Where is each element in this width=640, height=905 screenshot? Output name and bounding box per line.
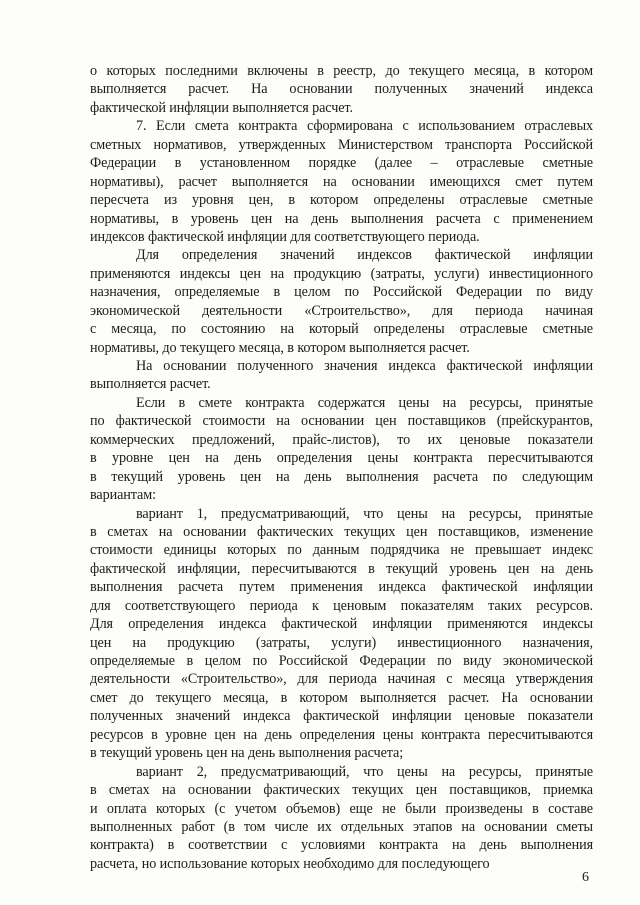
text-line: в текущий уровень цен на день выполнения расчета по следующим bbox=[90, 468, 593, 485]
paragraph bbox=[90, 505, 593, 763]
text-line: На основании полученного значения индекса фактической инфляции bbox=[136, 358, 593, 374]
text-line: нормативы, в уровень цен на день выполнения расчета с применением bbox=[90, 210, 593, 227]
text-line: экономической деятельности «Строительство», для периода начиная bbox=[90, 302, 593, 319]
text-line: нормативы, до текущего месяца, в котором выполняется расчет. bbox=[90, 339, 470, 356]
text-line: коммерческих предложений, прайс-листов), то их ценовые показатели bbox=[90, 431, 593, 448]
text-line: выполняется расчет. bbox=[90, 376, 211, 393]
text-line: ресурсов в уровне цен на день определения цены контракта пересчитываются bbox=[90, 726, 593, 743]
text-line: стоимости единицы которых по данным подрядчика не превышает индекс bbox=[90, 542, 593, 559]
text-line: смет до текущего месяца, в котором выполняется расчет. На основании bbox=[90, 689, 593, 706]
text-line: выполненных работ (в том числе их отдельных этапов на основании сметы bbox=[90, 818, 593, 835]
text-line: определяемые в целом по Российской Федерации по виду экономической bbox=[90, 653, 593, 669]
text-line: с месяца, по состоянию на который определены отраслевые сметные bbox=[90, 321, 593, 338]
text-line: в сметах на основании фактических текущих цен поставщиков, приемка bbox=[90, 782, 593, 799]
text-line: вариант 1, предусматривающий, что цены на ресурсы, принятые bbox=[136, 505, 593, 522]
paragraph bbox=[90, 394, 593, 505]
text-line: Для определения значений индексов фактической инфляции bbox=[136, 247, 593, 264]
text-line: по фактической стоимости на основании цен поставщиков (прейскурантов, bbox=[90, 413, 593, 430]
text-line: пересчета из уровня цен, в котором определены отраслевые сметные bbox=[90, 192, 593, 209]
text-line: полученных значений индекса фактической инфляции ценовые показатели bbox=[90, 708, 593, 725]
text-line: в уровне цен на день определения цены контракта пересчитываются bbox=[90, 450, 593, 467]
text-line: Если в смете контракта содержатся цены на ресурсы, принятые bbox=[136, 394, 593, 411]
text-line: в сметах на основании фактических текущих цен поставщиков, изменение bbox=[90, 523, 593, 540]
document-body bbox=[90, 62, 593, 873]
text-line: фактической инфляции, пересчитываются в текущий уровень цен на день bbox=[90, 560, 593, 577]
text-line: Федерации в установленном порядке (далее – отраслевые сметные bbox=[90, 155, 593, 172]
text-line: нормативы), расчет выполняется на основании имеющихся смет путем bbox=[90, 173, 593, 190]
text-line: в текущий уровень цен на день выполнения расчета; bbox=[90, 745, 404, 762]
text-line: и оплата которых (с учетом объемов) еще не были произведены в составе bbox=[90, 800, 593, 817]
text-line: выполнения расчета путем применения индекса фактической инфляции bbox=[90, 579, 593, 596]
text-line: Для определения индекса фактической инфляции применяются индексы bbox=[90, 616, 593, 633]
page-number: 6 bbox=[582, 870, 589, 885]
text-line: о которых последними включены в реестр, до текущего месяца, в котором bbox=[90, 63, 593, 79]
paragraph bbox=[90, 117, 593, 246]
text-line: индексов фактической инфляции для соответствующего периода. bbox=[90, 228, 480, 245]
paragraph bbox=[90, 763, 593, 874]
text-line: 7. Если смета контракта сформирована с использованием отраслевых bbox=[136, 118, 593, 135]
text-line: расчета, но использование которых необходимо для последующего bbox=[90, 855, 490, 872]
text-line: цен на продукцию (затраты, услуги) инвестиционного назначения, bbox=[90, 634, 593, 651]
paragraph bbox=[90, 62, 593, 117]
text-line: применяются индексы цен на продукцию (затраты, услуги) инвестиционного bbox=[90, 265, 593, 282]
text-line: вариант 2, предусматривающий, что цены на ресурсы, принятые bbox=[136, 763, 593, 780]
text-line: контракта) в соответствии с условиями контракта на день выполнения bbox=[90, 837, 593, 854]
text-line: фактической инфляции выполняется расчет. bbox=[90, 99, 353, 116]
text-line: для соответствующего периода к ценовым показателям таких ресурсов. bbox=[90, 597, 593, 614]
text-line: выполняется расчет. На основании полученных значений индекса bbox=[90, 81, 593, 98]
text-line: деятельности «Строительство», для периода начиная с месяца утверждения bbox=[90, 671, 593, 688]
text-line: вариантам: bbox=[90, 487, 156, 504]
paragraph bbox=[90, 246, 593, 357]
paragraph bbox=[90, 357, 593, 394]
text-line: назначения, определяемые в целом по Российской Федерации по виду bbox=[90, 284, 593, 301]
text-line: сметных нормативов, утвержденных Министерством транспорта Российской bbox=[90, 136, 593, 153]
